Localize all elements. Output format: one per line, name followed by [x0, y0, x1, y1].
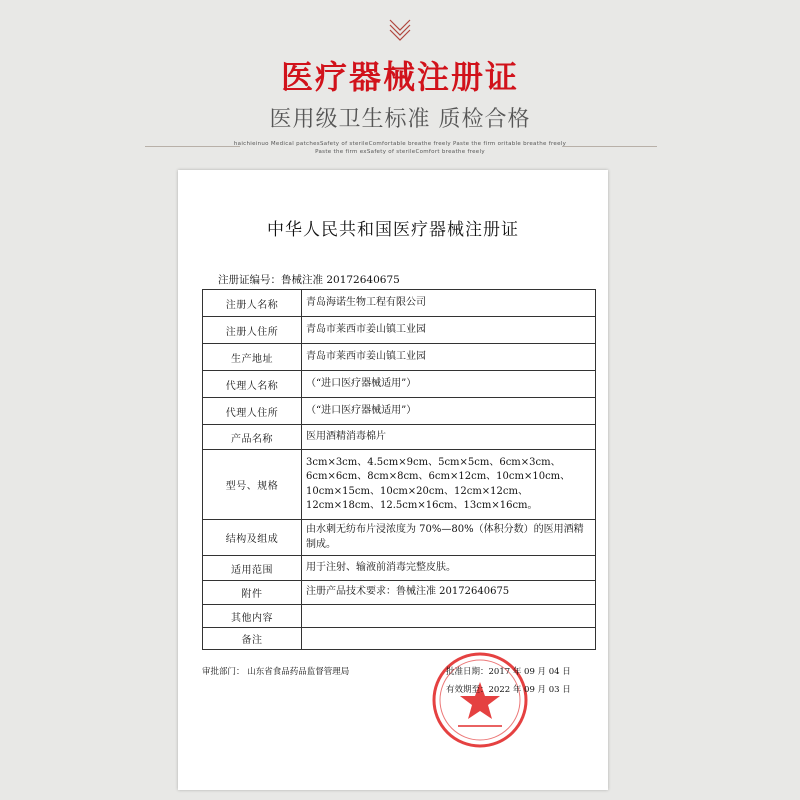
row-value: 青岛市莱西市姜山镇工业园: [302, 317, 596, 344]
row-value: 由水刺无纺布片浸浓度为 70%—80%（体积分数）的医用酒精制成。: [302, 520, 596, 556]
table-row: [203, 605, 596, 628]
table-row: [203, 628, 596, 650]
table-row: [203, 425, 596, 450]
tagline-line-2: Paste the firm exSafety of sterileComfort breathe freely: [315, 149, 485, 155]
row-label: 其他内容: [203, 605, 302, 628]
row-value: [302, 605, 596, 628]
table-row: [203, 520, 596, 556]
row-value: 青岛市莱西市姜山镇工业园: [302, 344, 596, 371]
page-subtitle: 医用级卫生标准 质检合格: [269, 107, 531, 132]
row-label: 注册人住所: [203, 317, 302, 344]
row-label: 型号、规格: [203, 450, 302, 520]
page-title: 医疗器械注册证: [280, 58, 519, 96]
row-label: 代理人名称: [203, 371, 302, 398]
chevron-down-icon: [386, 14, 414, 44]
table-row: [203, 317, 596, 344]
registration-number: 注册证编号：鲁械注准 20172640675: [218, 274, 400, 286]
certificate-title: 中华人民共和国医疗器械注册证: [267, 220, 519, 240]
row-label: 产品名称: [203, 425, 302, 450]
row-label: 适用范围: [203, 556, 302, 581]
row-label: 附件: [203, 581, 302, 605]
row-value: [302, 628, 596, 650]
table-row: [203, 450, 596, 520]
row-label: 结构及组成: [203, 520, 302, 556]
approval-date: 批准日期：2017 年 09 月 04 日: [446, 667, 571, 677]
row-label: 备注: [203, 628, 302, 650]
valid-until-date: 有效期至：2022 年 09 月 03 日: [446, 685, 571, 695]
row-label: 生产地址: [203, 344, 302, 371]
row-value: 青岛海诺生物工程有限公司: [302, 290, 596, 317]
row-value: 用于注射、输液前消毒完整皮肤。: [302, 556, 596, 581]
tagline: [0, 140, 800, 156]
row-value: （“进口医疗器械适用”）: [302, 398, 596, 425]
table-row: [203, 371, 596, 398]
row-value: 注册产品技术要求：鲁械注准 20172640675: [302, 581, 596, 605]
certificate-document: [178, 170, 608, 790]
row-label: 代理人住所: [203, 398, 302, 425]
row-value: 3cm×3cm、4.5cm×9cm、5cm×5cm、6cm×3cm、6cm×6cm、8cm×8cm、6cm×12cm、10cm×10cm、10cm×15cm、10cm×20cm、12cm×12cm、12cm×18cm、12.5cm×16cm、13cm×16cm。: [302, 450, 596, 520]
table-row: [203, 581, 596, 605]
table-row: [203, 290, 596, 317]
table-row: [203, 344, 596, 371]
row-label: 注册人名称: [203, 290, 302, 317]
table-row: [203, 556, 596, 581]
approval-department: 审批部门： 山东省食品药品监督管理局: [202, 667, 350, 677]
table-row: [203, 398, 596, 425]
row-value: 医用酒精消毒棉片: [302, 425, 596, 450]
row-value: （“进口医疗器械适用”）: [302, 371, 596, 398]
tagline-line-1: haichieinuo Medical patchesSafety of sterileComfortable breathe freely Paste the firm oritable breathe freely: [233, 141, 567, 147]
certificate-table: [202, 289, 596, 650]
